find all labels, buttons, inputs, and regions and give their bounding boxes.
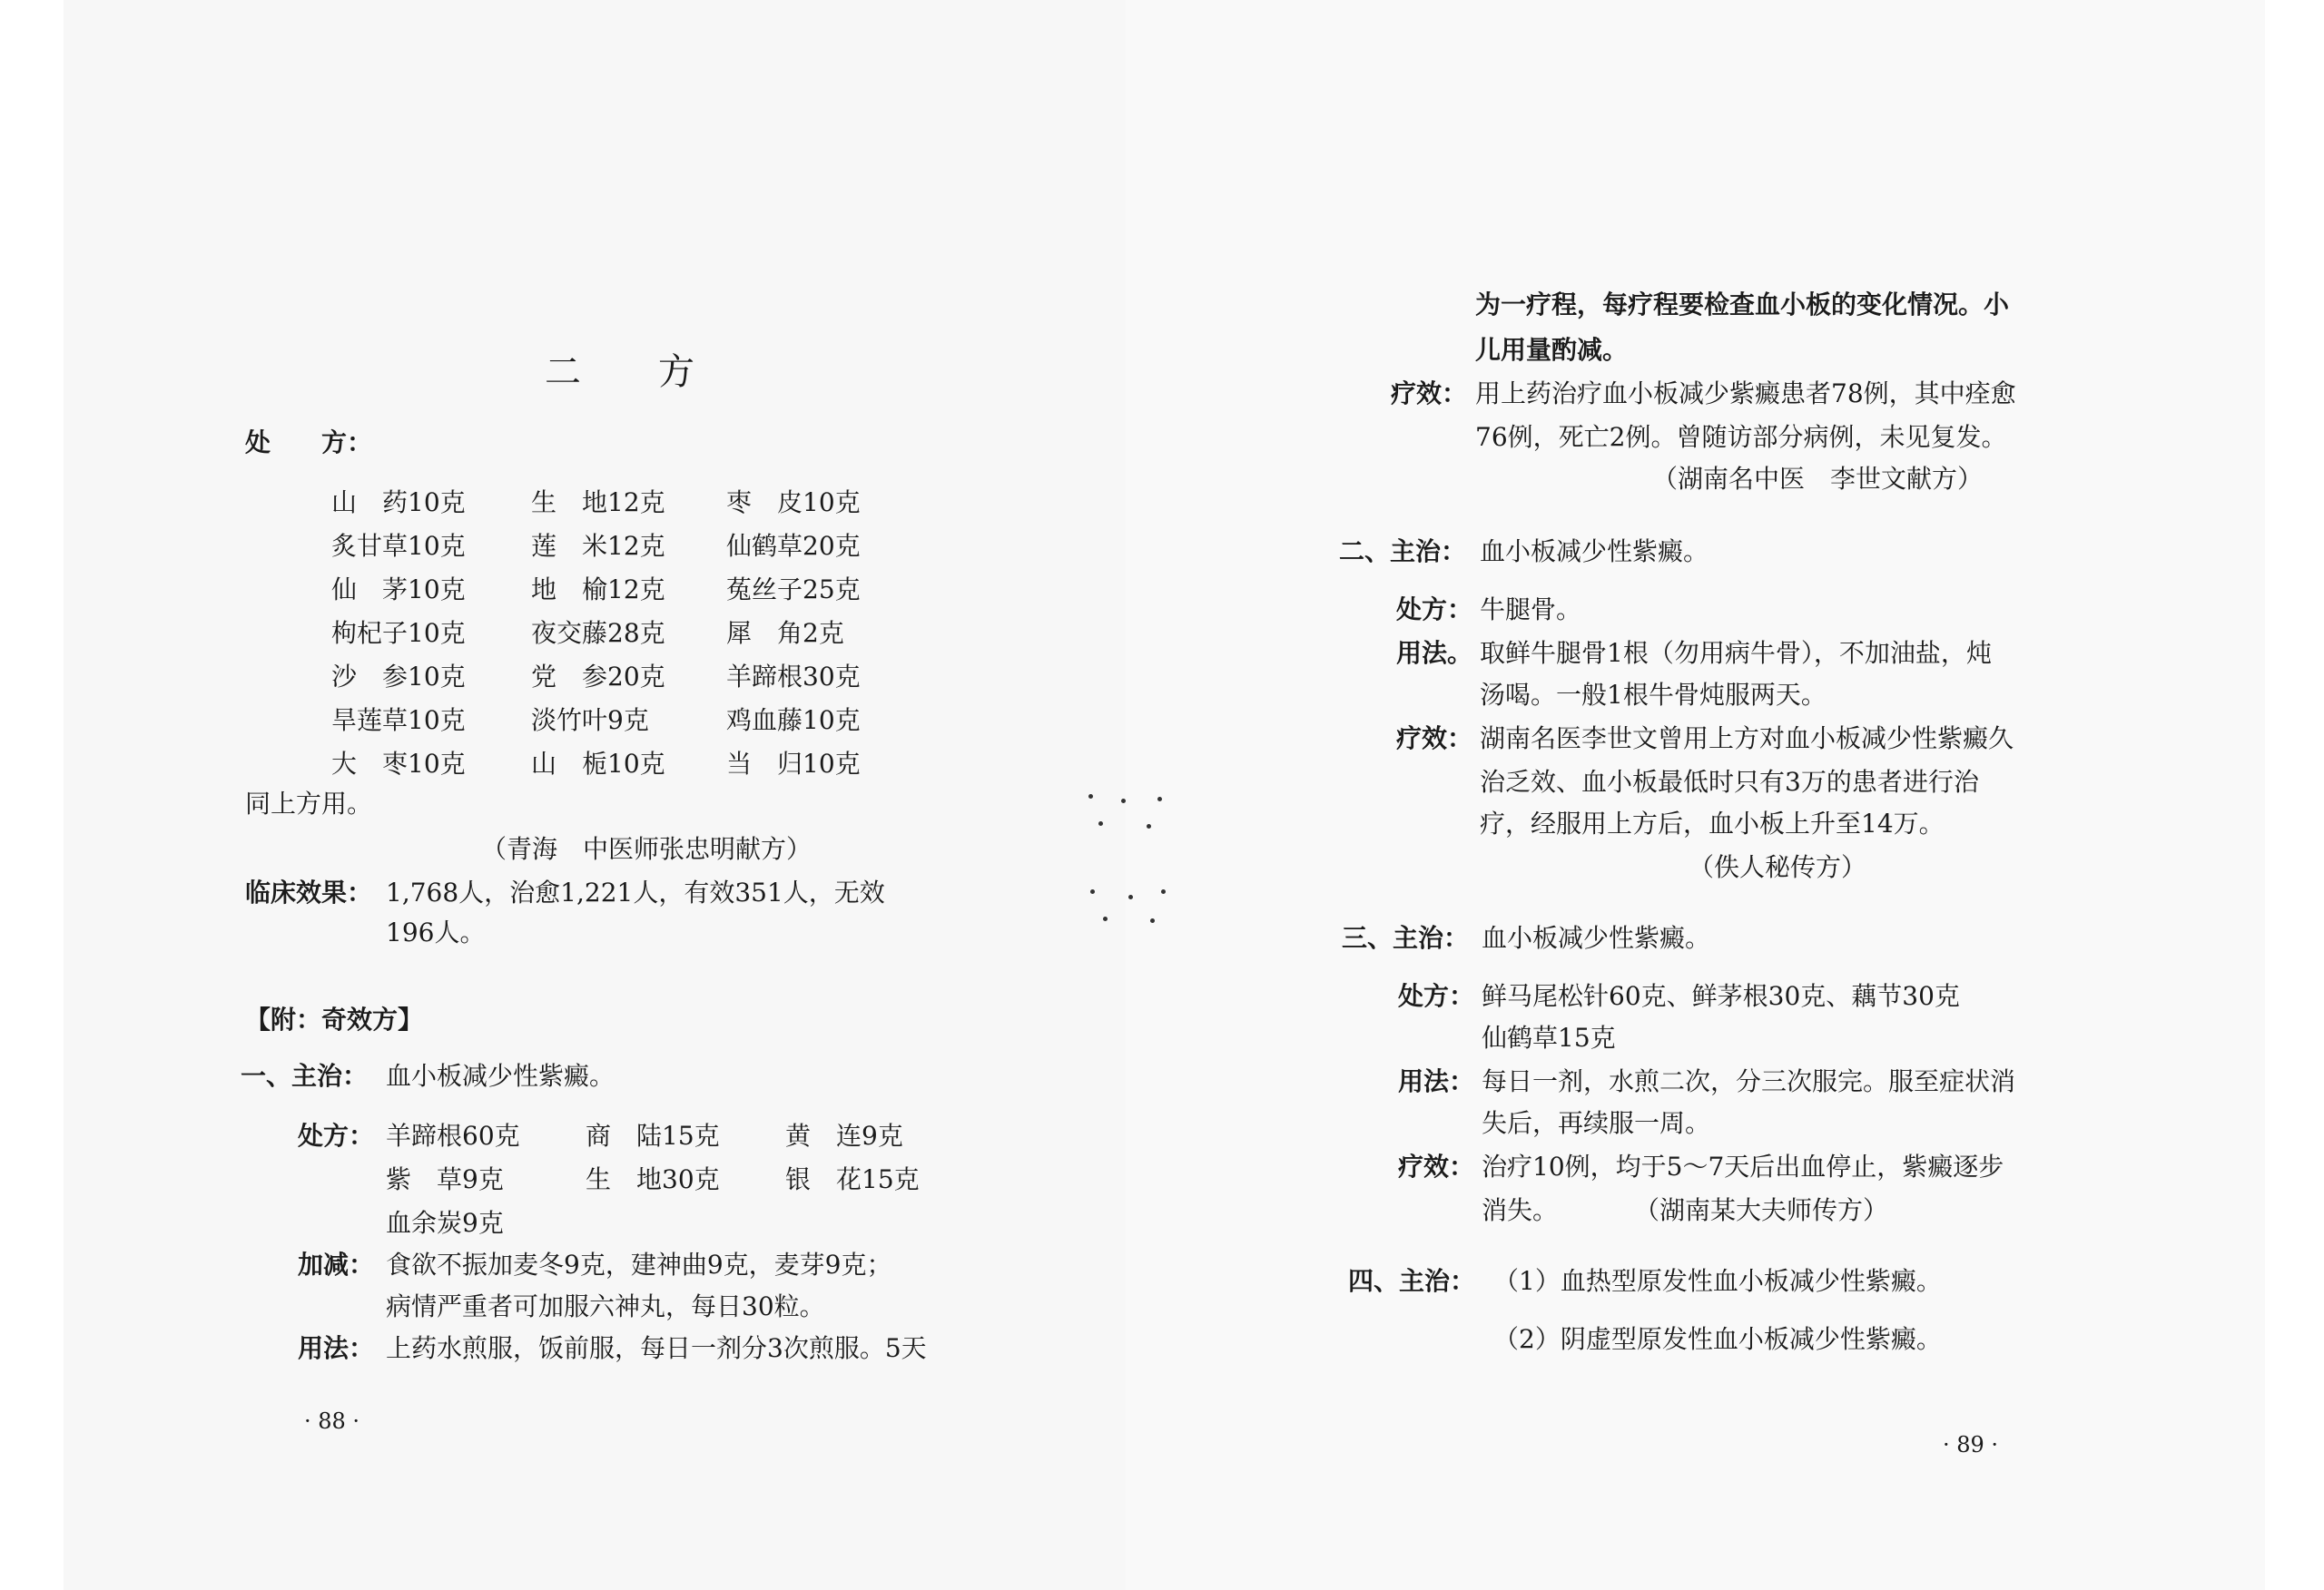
usage-2-label: 用法。	[1396, 638, 1473, 668]
herb-cell: 大 枣10克	[331, 749, 466, 779]
prescription-4-label: 处方：	[1398, 981, 1475, 1011]
clinical-effect-line-1: 1,768人，治愈1,221人，有效351人，无效	[386, 878, 885, 908]
prescription-label: 处 方：	[245, 427, 373, 457]
usage-3-label: 用法：	[1398, 1066, 1475, 1096]
prescription-2-cell: 生 地30克	[586, 1164, 720, 1194]
prescription-2-cell: 羊蹄根60克	[386, 1121, 520, 1151]
prescription-3-label: 处方：	[1396, 594, 1473, 624]
continued-line-1: 为一疗程，每疗程要检查血小板的变化情况。小	[1475, 290, 2010, 319]
page-number-left: · 88 ·	[304, 1408, 360, 1434]
prescription-3-text: 牛腿骨。	[1480, 594, 1582, 624]
effect-3-line-2: 消失。	[1482, 1195, 1559, 1225]
herb-cell: 仙鹤草20克	[726, 531, 861, 561]
usage-2-line-1: 取鲜牛腿骨1根（勿用病牛骨），不加油盐，炖	[1480, 638, 1992, 668]
usage-note: 同上方用。	[245, 789, 373, 819]
usage-line-1: 上药水煎服，饭前服，每日一剂分3次煎服。5天	[386, 1333, 927, 1363]
usage-3-line-1: 每日一剂，水煎二次，分三次服完。服至症状消	[1482, 1066, 2016, 1096]
source-credit: （青海 中医师张忠明献方）	[481, 834, 812, 864]
source-credit-2: （佚人秘传方）	[1689, 852, 1867, 882]
herb-cell: 旱莲草10克	[331, 705, 466, 735]
herb-cell: 枸杞子10克	[331, 618, 466, 648]
herb-cell: 羊蹄根30克	[726, 662, 861, 692]
continued-line-2: 儿用量酌减。	[1475, 335, 1629, 365]
effect-2-line-1: 湖南名医李世文曾用上方对血小板减少性紫癜久	[1480, 723, 2014, 753]
indication-4-line-1: （1）血热型原发性血小板减少性紫癜。	[1493, 1266, 1942, 1296]
herb-cell: 党 参20克	[531, 662, 665, 692]
herb-cell: 仙 茅10克	[331, 574, 466, 604]
usage-label: 用法：	[298, 1333, 375, 1363]
indication-1-text: 血小板减少性紫癜。	[386, 1061, 615, 1091]
indication-1-label: 一、主治：	[241, 1061, 369, 1091]
herb-cell: 当 归10克	[726, 749, 861, 779]
clinical-effect-line-2: 196人。	[386, 918, 486, 947]
modification-label: 加减：	[298, 1250, 375, 1280]
source-credit-3: （湖南某大夫师传方）	[1634, 1195, 1889, 1225]
prescription-2-cell: 银 花15克	[785, 1164, 920, 1194]
indication-3-text: 血小板减少性紫癜。	[1482, 923, 1711, 953]
prescription-4-line-2: 仙鹤草15克	[1482, 1023, 1616, 1053]
gutter-marks	[1085, 780, 1194, 962]
modification-line-2: 病情严重者可加服六神丸，每日30粒。	[386, 1291, 825, 1321]
indication-3-label: 三、主治：	[1342, 923, 1470, 953]
prescription-2-cell: 黄 连9克	[785, 1121, 903, 1151]
prescription-2-label: 处方：	[298, 1121, 375, 1151]
usage-3-line-2: 失后，再续服一周。	[1482, 1108, 1711, 1138]
herb-cell: 莲 米12克	[531, 531, 665, 561]
herb-cell: 菟丝子25克	[726, 574, 861, 604]
prescription-2-cell: 商 陆15克	[586, 1121, 720, 1151]
effect-3-line-1: 治疗10例，均于5～7天后出血停止，紫癜逐步	[1482, 1152, 2004, 1182]
usage-2-line-2: 汤喝。一般1根牛骨炖服两天。	[1480, 680, 1827, 710]
prescription-4-line-1: 鲜马尾松针60克、鲜茅根30克、藕节30克	[1482, 981, 1960, 1011]
effect-2-label: 疗效：	[1396, 723, 1473, 753]
herb-cell: 山 栀10克	[531, 749, 665, 779]
effect-1-line-2: 76例，死亡2例。曾随访部分病例，未见复发。	[1475, 422, 2007, 452]
prescription-2-cell: 血余炭9克	[386, 1208, 504, 1238]
herb-cell: 沙 参10克	[331, 662, 466, 692]
modification-line-1: 食欲不振加麦冬9克，建神曲9克，麦芽9克；	[386, 1250, 892, 1280]
effect-1-line-1: 用上药治疗血小板减少紫癜患者78例，其中痊愈	[1475, 378, 2016, 408]
herb-cell: 淡竹叶9克	[531, 705, 649, 735]
herb-cell: 生 地12克	[531, 487, 665, 517]
clinical-effect-label: 临床效果：	[245, 878, 373, 908]
indication-2-label: 二、主治：	[1339, 536, 1467, 566]
herb-cell: 枣 皮10克	[726, 487, 861, 517]
effect-1-label: 疗效：	[1391, 378, 1468, 408]
appendix-heading: 【附：奇效方】	[245, 1005, 424, 1035]
herb-cell: 山 药10克	[331, 487, 466, 517]
section-title-part-2: 方	[658, 351, 694, 393]
effect-2-line-3: 疗，经服用上方后，血小板上升至14万。	[1480, 809, 1945, 839]
page-number-right: · 89 ·	[1943, 1432, 1999, 1458]
herb-cell: 夜交藤28克	[531, 618, 665, 648]
section-title-part-1: 二	[545, 351, 581, 393]
herb-cell: 鸡血藤10克	[726, 705, 861, 735]
source-credit-1: （湖南名中医 李世文献方）	[1652, 464, 1984, 494]
herb-cell: 犀 角2克	[726, 618, 844, 648]
indication-4-label: 四、主治：	[1348, 1266, 1476, 1296]
indication-4-line-2: （2）阴虚型原发性血小板减少性紫癜。	[1493, 1324, 1942, 1354]
herb-cell: 炙甘草10克	[331, 531, 466, 561]
effect-2-line-2: 治乏效、血小板最低时只有3万的患者进行治	[1480, 767, 1979, 797]
effect-3-label: 疗效：	[1398, 1152, 1475, 1182]
indication-2-text: 血小板减少性紫癜。	[1480, 536, 1709, 566]
prescription-2-cell: 紫 草9克	[386, 1164, 504, 1194]
herb-cell: 地 榆12克	[531, 574, 665, 604]
